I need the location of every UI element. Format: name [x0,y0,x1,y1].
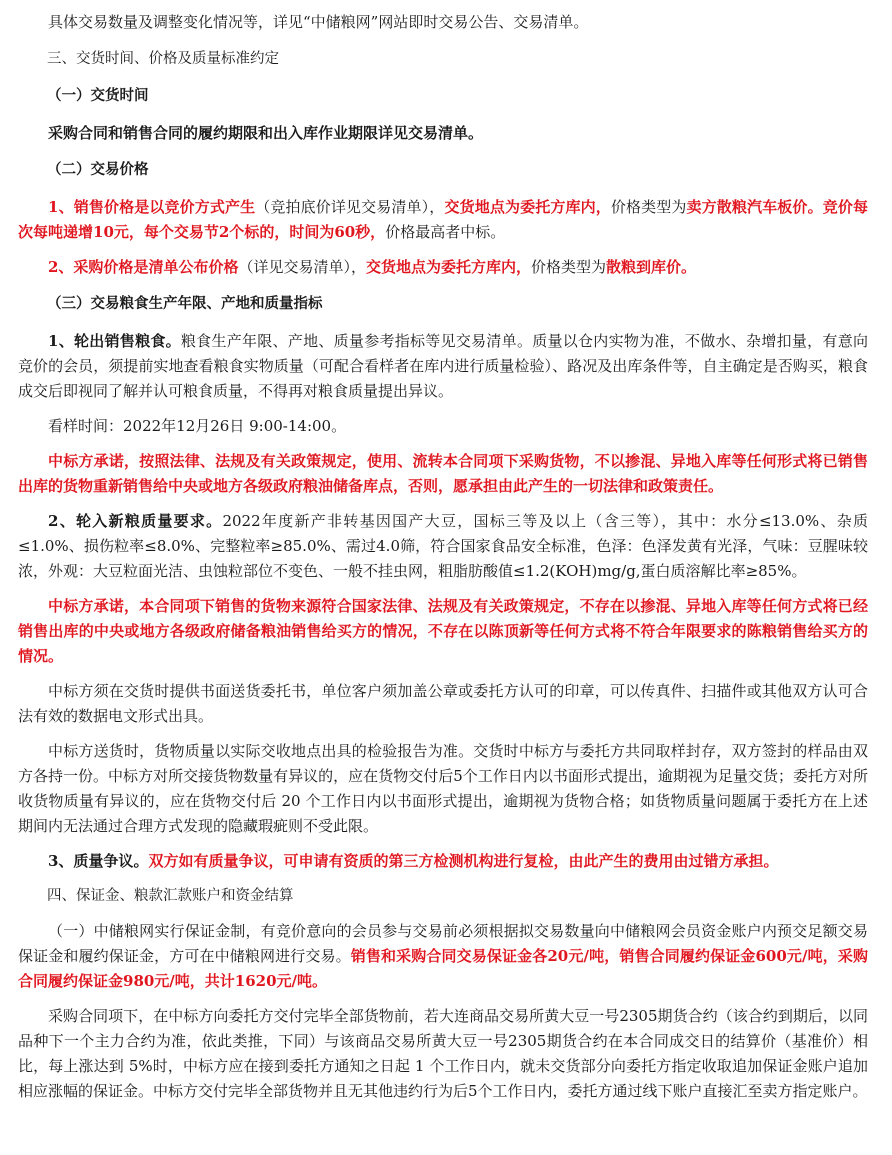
paragraph-viewing-time: 看样时间：2022年12月26日 9:00-14:00。 [48,417,347,435]
sale-price-normal-1: （竞拍底价详见交易清单）， [255,198,445,216]
section-4-heading: 四、保证金、粮款汇款账户和资金结算 [47,888,294,904]
subsection-quality-heading: （三）交易粮食生产年限、产地和质量指标 [47,296,323,312]
paragraph-bidder-promise-2: 中标方承诺，本合同项下销售的货物来源符合国家法律、法规及有关政策规定，不存在以掺混、异地入库等任何方式将已经销售出库的中央或地方各级政府储备粮油销售给买方的情况，不存在以陈顶新等任何方式将不符合年限要求的陈粮销售给买方的情况。 [18,597,868,665]
paragraph-inbound-grain [18,509,868,584]
purchase-price-normal-2: 价格类型为 [530,258,606,276]
inbound-body: 2022年度新产非转基因国产大豆，国标三等及以上（含三等），其中：水分≤13.0%、杂质≤1.0%、损伤粒率≤8.0%、完整粒率≥85.0%、需过4.0筛，符合国家食品安全标准，色泽：色泽发黄有光泽，气味：豆腥味较浓，外观：大豆粒面光洁、虫蚀粒部位不变色、一般不挂虫网，粗脂肪酸值≤1.2(KOH)mg/g,蛋白质溶解比率≥85%。 [18,512,868,580]
paragraph-outbound-grain [18,329,868,404]
paragraph-deposit [18,919,868,994]
subsection-price-heading: （二）交易价格 [47,162,149,178]
paragraph-purchase-price [18,255,868,280]
dispute-lead: 3、质量争议。 [48,852,149,870]
outbound-body: 粮食生产年限、产地、质量参考指标等见交易清单。质量以仓内实物为准，不做水、杂增扣量，有意向竞价的会员，须提前实地查看粮食实物质量（可配合看样者在库内进行质量检验）、路况及出库条件等，自主确定是否购买，粮食成交后即视同了解并认可粮食质量，不得再对粮食质量提出异议。 [18,332,868,400]
outbound-lead: 1、轮出销售粮食。 [48,332,181,350]
sale-price-red-3: 卖方散粮汽车板价。竞价每次每吨递增10元，每个交易节2个标的，时间为60秒， [18,198,868,241]
sale-price-normal-2: 价格类型为 [610,198,687,216]
purchase-price-normal-1: （详见交易清单）， [238,258,366,276]
paragraph-quality-dispute [18,849,868,874]
purchase-price-red-1: 2、采购价格是清单公布价格 [48,258,239,276]
deposit-body: （一）中储粮网实行保证金制，有竞价意向的会员参与交易前必须根据拟交易数量向中储粮网会员资金账户内预交足额交易保证金和履约保证金，方可在中储粮网进行交易。 [18,922,868,965]
deposit-amounts: 销售和采购合同交易保证金各20元/吨，销售合同履约保证金600元/吨，采购合同履约保证金980元/吨，共计1620元/吨。 [18,947,868,990]
paragraph-trade-quantity: 具体交易数量及调整变化情况等，详见“中储粮网”网站即时交易公告、交易清单。 [48,13,589,31]
subsection-delivery-time-heading: （一）交货时间 [47,88,149,104]
paragraph-bidder-promise-1: 中标方承诺，按照法律、法规及有关政策规定，使用、流转本合同项下采购货物，不以掺混、异地入库等任何形式将已销售出库的货物重新销售给中央或地方各级政府粮油储备库点，否则，愿承担由此产生的一切法律和政策责任。 [18,452,868,495]
sale-price-red-2: 交货地点为委托方库内， [444,198,611,216]
inbound-lead: 2、轮入新粮质量要求。 [48,512,223,530]
paragraph-delivery-time: 采购合同和销售合同的履约期限和出入库作业期限详见交易清单。 [48,124,484,142]
section-3-heading: 三、交货时间、价格及质量标准约定 [47,51,279,67]
paragraph-delivery-letter: 中标方须在交货时提供书面送货委托书，单位客户须加盖公章或委托方认可的印章，可以传真件、扫描件或其他双方认可合法有效的数据电文形式出具。 [18,682,868,725]
purchase-price-red-2: 交货地点为委托方库内， [365,258,531,276]
dispute-body: 双方如有质量争议，可申请有资质的第三方检测机构进行复检，由此产生的费用由过错方承担。 [148,852,779,870]
paragraph-quality-inspection: 中标方送货时，货物质量以实际交收地点出具的检验报告为准。交货时中标方与委托方共同取样封存，双方签封的样品由双方各持一份。中标方对所交接货物数量有异议的，应在货物交付后5个工作日内以书面形式提出，逾期视为足量交货；委托方对所收货物质量有异议的，应在货物交付后 20 个工作日内以书面形式提出，逾期视为货物合格；如货物质量问题属于委托方在上述期间内无法通过合理方式发现的隐藏瑕疵则不受此限。 [18,742,868,835]
paragraph-sale-price [18,195,868,245]
sale-price-red-1: 1、销售价格是以竞价方式产生 [48,198,256,216]
sale-price-normal-3: 价格最高者中标。 [385,223,506,241]
purchase-price-red-3: 散粮到库价。 [606,258,697,276]
paragraph-purchase-contract: 采购合同项下，在中标方向委托方交付完毕全部货物前，若大连商品交易所黄大豆一号2305期货合约（该合约到期后，以同品种下一个主力合约为准，依此类推，下同）与该商品交易所黄大豆一号2305期货合约在本合同成交日的结算价（基准价）相比，每上涨达到 5%时，中标方应在接到委托方通知之日起 1 个工作日内，就未交货部分向委托方指定收取追加保证金账户追加相应涨幅的保证金。中标方交付完毕全部货物并且无其他违约行为后5个工作日内，委托方通过线下账户直接汇至卖方指定账户。 [18,1007,868,1100]
